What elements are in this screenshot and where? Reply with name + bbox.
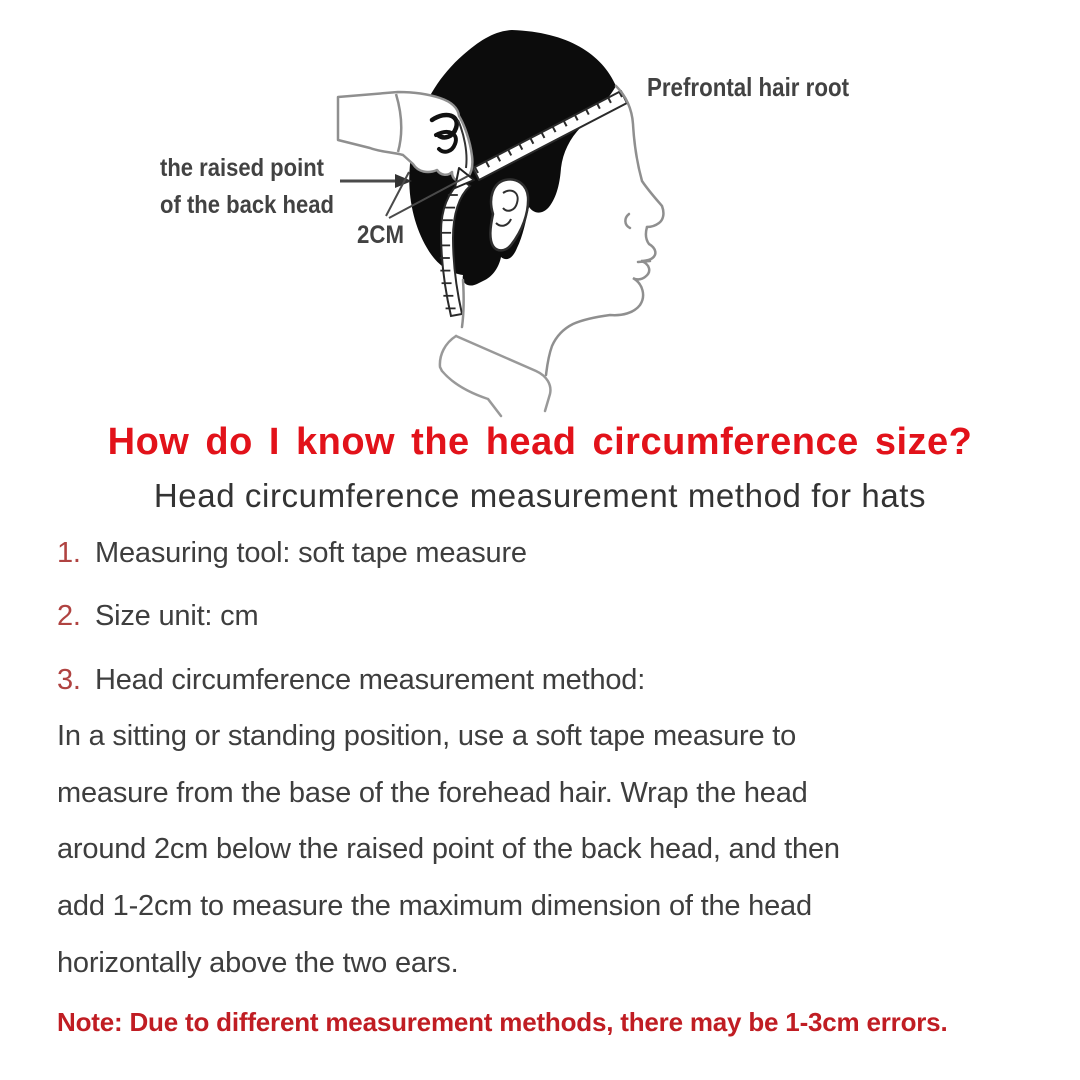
ear: [490, 179, 528, 250]
paragraph-line: In a sitting or standing position, use a soft tape measure to: [57, 720, 797, 752]
note-text: Note: Due to different measurement methods, there may be 1-3cm errors.: [57, 1007, 948, 1037]
step-2-number: 2.: [57, 600, 81, 632]
page-title: How do I know the head circumference size?: [107, 421, 973, 463]
label-raised-point-line2: of the back head: [160, 191, 334, 219]
shoulder-outline: [440, 336, 551, 416]
step-1-text: Measuring tool: soft tape measure: [95, 537, 527, 569]
head-measurement-diagram: [0, 0, 1080, 425]
step-2-text: Size unit: cm: [95, 600, 259, 632]
paragraph-line: measure from the base of the forehead hair. Wrap the head: [57, 777, 808, 809]
step-3-text: Head circumference measurement method:: [95, 664, 646, 696]
step-3-number: 3.: [57, 664, 81, 696]
hand-holding-tape: [338, 92, 474, 188]
paragraph-line: horizontally above the two ears.: [57, 947, 459, 979]
step-1: [57, 537, 527, 570]
paragraph-line: add 1-2cm to measure the maximum dimension of the head: [57, 890, 812, 922]
paragraph-line: around 2cm below the raised point of the back head, and then: [57, 833, 840, 865]
mouth-line: [638, 261, 650, 262]
nostril-curve: [625, 214, 630, 228]
back-neck-line: [462, 280, 464, 327]
label-2cm: 2CM: [357, 221, 404, 249]
page-subtitle: Head circumference measurement method for hats: [153, 477, 927, 514]
label-prefrontal-hair-root: Prefrontal hair root: [647, 72, 850, 102]
step-2: [57, 600, 258, 633]
label-raised-point-line1: the raised point: [160, 154, 325, 182]
step-3: [57, 664, 645, 697]
step-1-number: 1.: [57, 537, 81, 569]
